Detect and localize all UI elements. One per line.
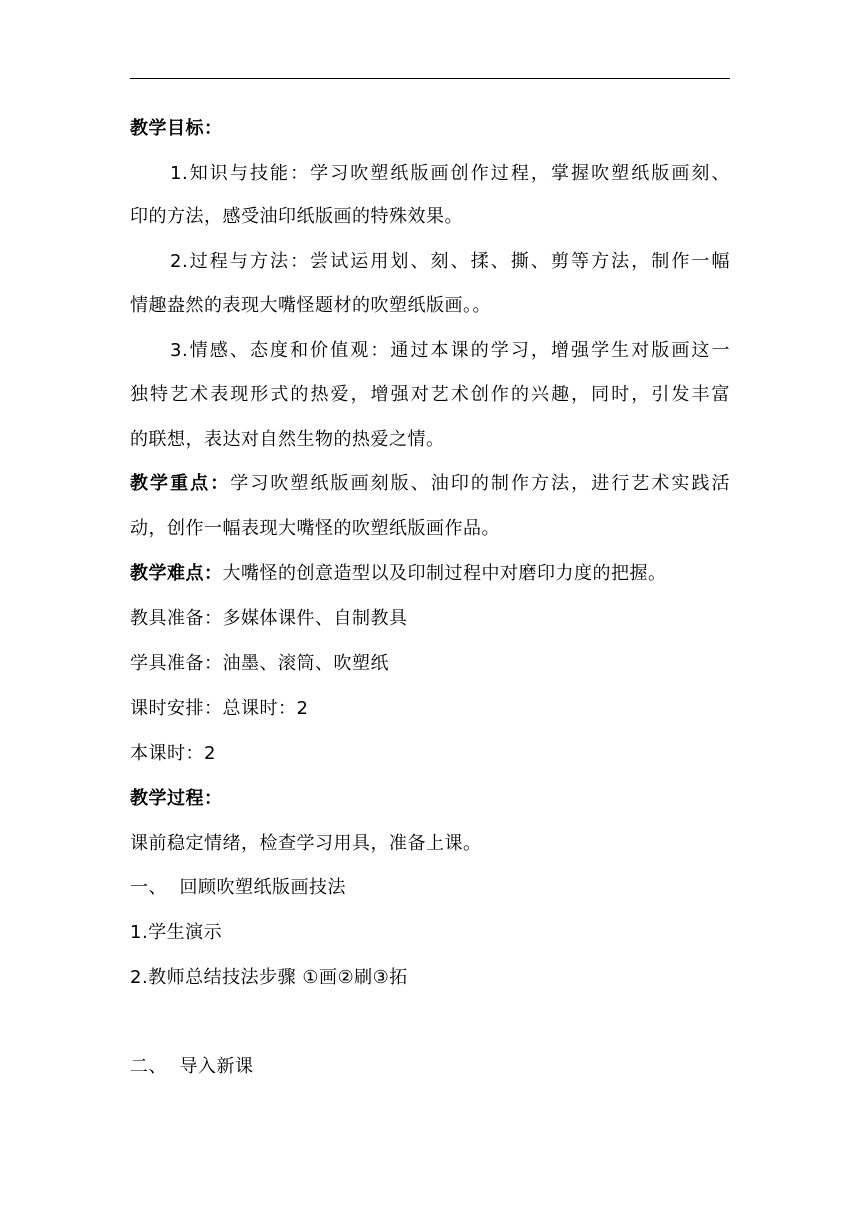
step-2: 2.教师总结技法步骤 ①画②刷③拓	[130, 967, 408, 988]
objective-3-line-2: 独特艺术表现形式的热爱，增强对艺术创作的兴趣，同时，引发丰富	[130, 384, 730, 405]
schedule: 课时安排：总课时：2	[130, 698, 309, 719]
key-points-label: 教学重点：	[130, 473, 231, 494]
objectives-heading: 教学目标：	[130, 118, 223, 139]
objective-3-line-3: 的联想，表达对自然生物的热爱之情。	[130, 429, 445, 450]
objective-2-line-1: 2.过程与方法：尝试运用划、刻、揉、撕、剪等方法，制作一幅	[170, 251, 730, 272]
key-points-text: 学习吹塑纸版画刻版、油印的制作方法，进行艺术实践活	[230, 473, 731, 494]
key-points-line-2: 动，创作一幅表现大嘴怪的吹塑纸版画作品。	[130, 518, 500, 539]
process-heading: 教学过程：	[130, 788, 223, 809]
objective-2-line-2: 情趣盎然的表现大嘴怪题材的吹塑纸版画。。	[130, 295, 491, 316]
key-points-line-1	[130, 472, 730, 496]
section-1-title: 一、 回顾吹塑纸版画技法	[130, 877, 346, 898]
difficulties-label: 教学难点：	[130, 563, 223, 584]
objective-1-line-2: 印的方法，感受油印纸版画的特殊效果。	[130, 206, 463, 227]
section-2-title: 二、 导入新课	[130, 1056, 254, 1077]
teaching-aids: 教具准备：多媒体课件、自制教具	[130, 608, 408, 629]
this-lesson: 本课时：2	[130, 743, 216, 764]
difficulties-text: 大嘴怪的创意造型以及印制过程中对磨印力度的把握。	[222, 563, 667, 584]
objective-3-line-1: 3.情感、态度和价值观：通过本课的学习，增强学生对版画这一	[170, 340, 730, 361]
objective-1-line-1: 1.知识与技能：学习吹塑纸版画创作过程，掌握吹塑纸版画刻、	[170, 163, 730, 184]
difficulties-line	[130, 562, 730, 586]
header-rule	[130, 78, 730, 79]
student-aids: 学具准备：油墨、滚筒、吹塑纸	[130, 653, 389, 674]
process-intro: 课前稳定情绪，检查学习用具，准备上课。	[130, 833, 482, 854]
step-1: 1.学生演示	[130, 922, 223, 943]
